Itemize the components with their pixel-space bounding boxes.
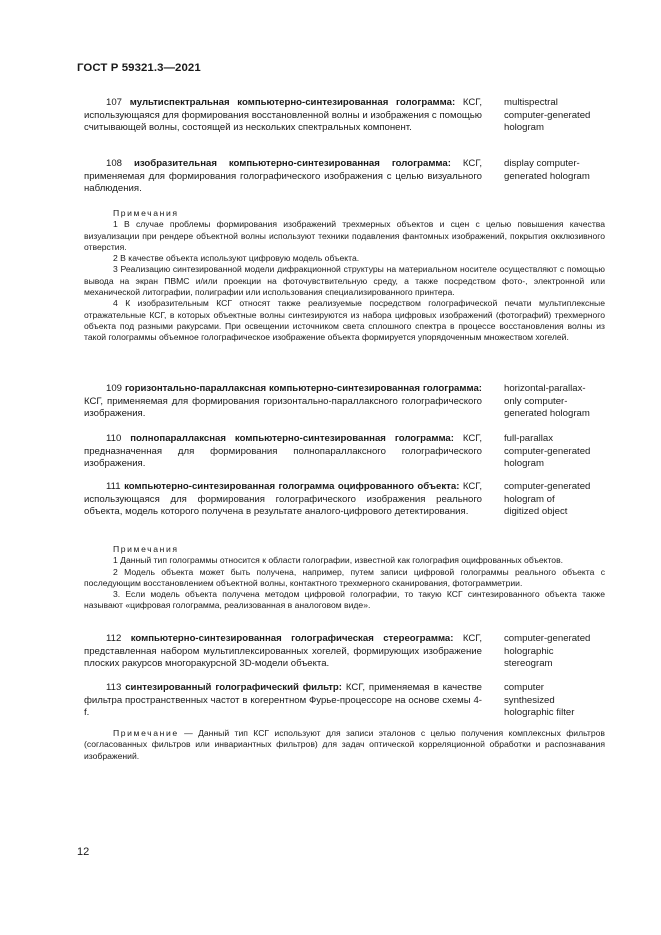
term-entry-ru [84, 158, 482, 196]
en-line: multispectral [504, 97, 558, 108]
term-number: 111 [106, 481, 121, 492]
term-entry-en [504, 633, 614, 671]
en-line: computer [504, 682, 544, 693]
term-title: изобразительная компьютерно-синтезированная голограмма: [133, 158, 451, 169]
term-definition: КСГ, применяемая в качестве фильтра пространственных частот в когерентном Фурье-процессоре на основе схемы 4-f. [84, 682, 483, 719]
note-item: 4 К изобразительным КСГ относят также реализуемые посредством голографической печати мультиплексные отражательные КСГ, в которых объектные волны синтезируются из набора цифровых изображений (фотографий) трехмерного объекта под разными ракурсами. При освещении источником света сплошного спектра в процессе восстановления волны из такой голограммы объемное голографическое изображение объекта формируется упорядоченным множеством хогелей. [84, 298, 605, 343]
term-number: 109 [106, 383, 123, 394]
en-line: hologram [504, 122, 544, 134]
notes-title: Примечания [113, 208, 179, 218]
en-line: generated hologram [504, 408, 590, 420]
en-line: computer-generated [504, 445, 591, 457]
term-entry-ru [84, 481, 482, 519]
term-number: 113 [106, 682, 122, 693]
term-title: компьютерно-синтезированная голографическая стереограмма: [130, 633, 454, 644]
term-definition: КСГ, использующаяся для формирования голографического изображения реального объекта, модель которого получена в результате аналого-цифрового детектирования. [84, 481, 482, 518]
notes-block-b [84, 544, 605, 612]
note-item: 3 Реализацию синтезированной модели дифракционной структуры на материальном носителе осуществляют с помощью вывода на экран ПВМС и/или проекции на фоточувствительную среду, а также посредством фото-, электронной или механической литографии, полиграфии или использования специализированного принтера. [84, 264, 605, 298]
term-entry-en [504, 433, 614, 471]
note-item: 2 Модель объекта может быть получена, например, путем записи цифровой голограммы реального объекта с последующим восстановлением объектной волны, контактного трехмерного сканирования, фотограмметрии. [84, 566, 605, 588]
en-line: stereogram [504, 658, 553, 670]
term-definition: КСГ, использующаяся для формирования восстановленной волны и изображения с помощью считывающей волны, состоящей из нескольких спектральных компонент. [84, 97, 482, 134]
term-entry-ru [84, 682, 482, 720]
term-entry-en [504, 682, 614, 720]
term-entry-en [504, 97, 614, 135]
note-item: 3. Если модель объекта получена методом цифровой голографии, то такую КСГ синтезированного объекта также называют «цифровая голограмма, реализованная в аналоговом виде». [84, 589, 605, 611]
term-definition: КСГ, предназначенная для формирования полнопараллаксного голографического изображения. [84, 433, 482, 470]
page-number: 12 [77, 846, 90, 858]
note-block-c [84, 728, 605, 762]
term-number: 112 [106, 633, 122, 644]
note-text: — Данный тип КСГ используют для записи эталонов с целью получения комплексных фильтров (согласованных фильтров или инвариантных фильтров) для задач оптической корреляционной обработки и распознавания изображений. [84, 728, 605, 761]
term-title: синтезированный голографический фильтр: [125, 682, 342, 693]
en-line: only computer- [504, 395, 568, 407]
term-definition: КСГ, применяемая для формирования голографического изображения с целью визуального наблюдения. [84, 158, 483, 195]
en-line: digitized object [504, 506, 568, 518]
en-line: hologram of [504, 493, 555, 505]
en-line: display computer- [504, 158, 580, 169]
document-header: ГОСТ Р 59321.3—2021 [77, 62, 201, 74]
en-line: horizontal-parallax- [504, 383, 586, 394]
note-item: 2 В качестве объекта используют цифровую модель объекта. [113, 253, 360, 264]
en-line: synthesized [504, 694, 555, 706]
term-entry-ru [84, 383, 482, 421]
en-line: generated hologram [504, 170, 590, 182]
note-label: Примечание [113, 728, 179, 738]
en-line: computer-generated [504, 481, 591, 492]
term-entry-ru [84, 433, 482, 471]
term-entry-ru [84, 633, 482, 671]
term-number: 108 [106, 158, 123, 169]
note-item: 1 В случае проблемы формирования изображений трехмерных объектов и сцен с целью повышения качества визуализации при рендере объектной волны используют техники подавления фантомных изображений, покрытия окклюзивного отверстия. [84, 219, 605, 252]
en-line: computer-generated [504, 633, 591, 644]
term-title: горизонтально-параллаксная компьютерно-синтезированная голограмма: [124, 383, 482, 394]
term-title: мультиспектральная компьютерно-синтезированная голограмма: [129, 97, 456, 108]
en-line: hologram [504, 458, 544, 470]
term-entry-en [504, 481, 614, 519]
term-definition: КСГ, представленная набором мультиплексированных хогелей, формирующих изображение плоских ракурсов многоракурсной 3D-модели объекта. [84, 633, 482, 670]
term-definition: КСГ, применяемая для формирования горизонтально-параллаксного голографического изображения. [84, 395, 482, 420]
term-entry-en [504, 158, 614, 183]
term-title: компьютерно-синтезированная голограмма оцифрованного объекта: [124, 481, 460, 492]
note-item: 1 Данный тип голограммы относится к области голографии, известной как голография оцифрованных объектов. [113, 555, 564, 566]
term-entry-ru [84, 97, 482, 135]
en-line: full-parallax [504, 433, 554, 444]
term-title: полнопараллаксная компьютерно-синтезированная голограмма: [130, 433, 454, 444]
en-line: holographic [504, 645, 554, 657]
en-line: holographic filter [504, 707, 575, 719]
notes-block-a [84, 208, 605, 344]
notes-title: Примечания [113, 544, 179, 554]
term-number: 110 [106, 433, 122, 444]
en-line: computer-generated [504, 109, 591, 121]
term-entry-en [504, 383, 614, 421]
term-number: 107 [106, 97, 123, 108]
